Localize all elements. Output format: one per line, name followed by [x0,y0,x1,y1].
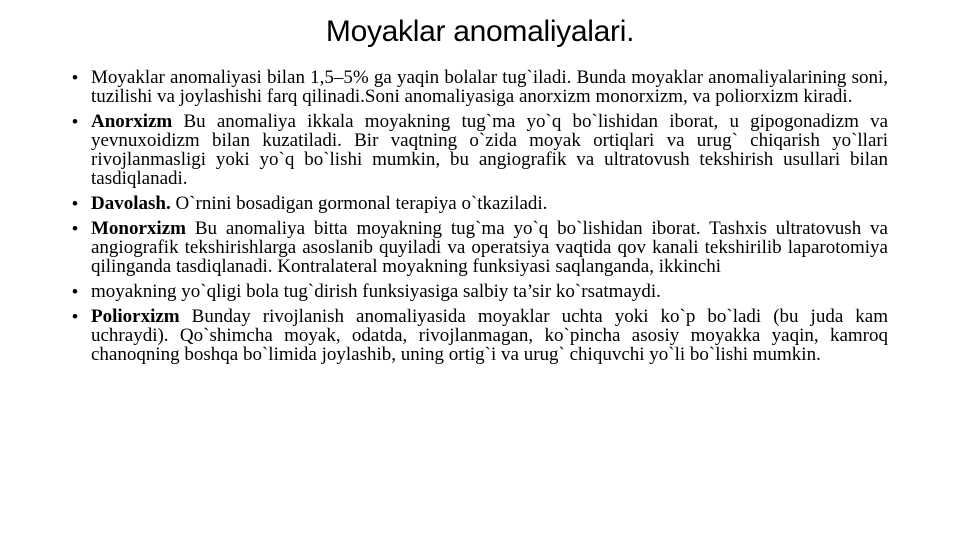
bullet-item [72,219,888,276]
bullet-term: Poliorxizm [91,306,180,327]
bullet-text: O`rnini bosadigan gormonal terapiya o`tkaziladi. [170,193,548,214]
bullet-item [72,307,888,364]
bullet-text: Bu anomaliya bitta moyakning tug`ma yo`q bo`lishidan iborat. Tashxis ultratovush va angiografik tekshirishlarga asoslanib quyiladi va operatsiya vaqtida qov kanali tekshirilib laparotomiya qilinganda tasdiqlanadi. Kontralateral moyakning funksiyasi saqlanganda, ikkinchi [91,218,888,277]
bullet-item [72,112,888,188]
bullet-item [72,282,888,301]
slide-title: Moyaklar anomaliyalari. [325,15,635,48]
bullet-text: Bunday rivojlanish anomaliyasida moyaklar uchta yoki ko`p bo`ladi (bu juda kam uchraydi). Qo`shimcha moyak, odatda, rivojlanmagan, ko`pincha asosiy moyakka yaqin, kamroq chanoqning boshqa bo`limida joylashib, uning ortig`i va urug` chiquvchi yo`li bo`lishi mumkin. [91,306,888,365]
bullet-text: Bu anomaliya ikkala moyakning tug`ma yo`q bo`lishidan iborat, u gipogonadizm va yevnuxoidizm bilan kuzatiladi. Bir vaqtning o`zida moyak ortiqlari va urug` chiqarish yo`llari rivojlanmasligi yoki yo`q bo`lishi mumkin, bu angiografik va ultratovush tekshirish usullari bilan tasdiqlanadi. [91,111,888,189]
bullet-term: Anorxizm [91,111,173,132]
bullet-list [72,68,888,370]
bullet-text: Moyaklar anomaliyasi bilan 1,5–5% ga yaqin bolalar tug`iladi. Bunda moyaklar anomaliyalarining soni, tuzilishi va joylashishi farq qilinadi.Soni anomaliyasiga anorxizm monorxizm, va poliorxizm kiradi. [91,67,888,107]
bullet-item [72,68,888,106]
bullet-text: moyakning yo`qligi bola tug`dirish funksiyasiga salbiy ta’sir ko`rsatmaydi. [91,281,661,302]
bullet-term: Davolash. [91,193,171,214]
bullet-item [72,194,888,213]
bullet-term: Monorxizm [91,218,186,239]
